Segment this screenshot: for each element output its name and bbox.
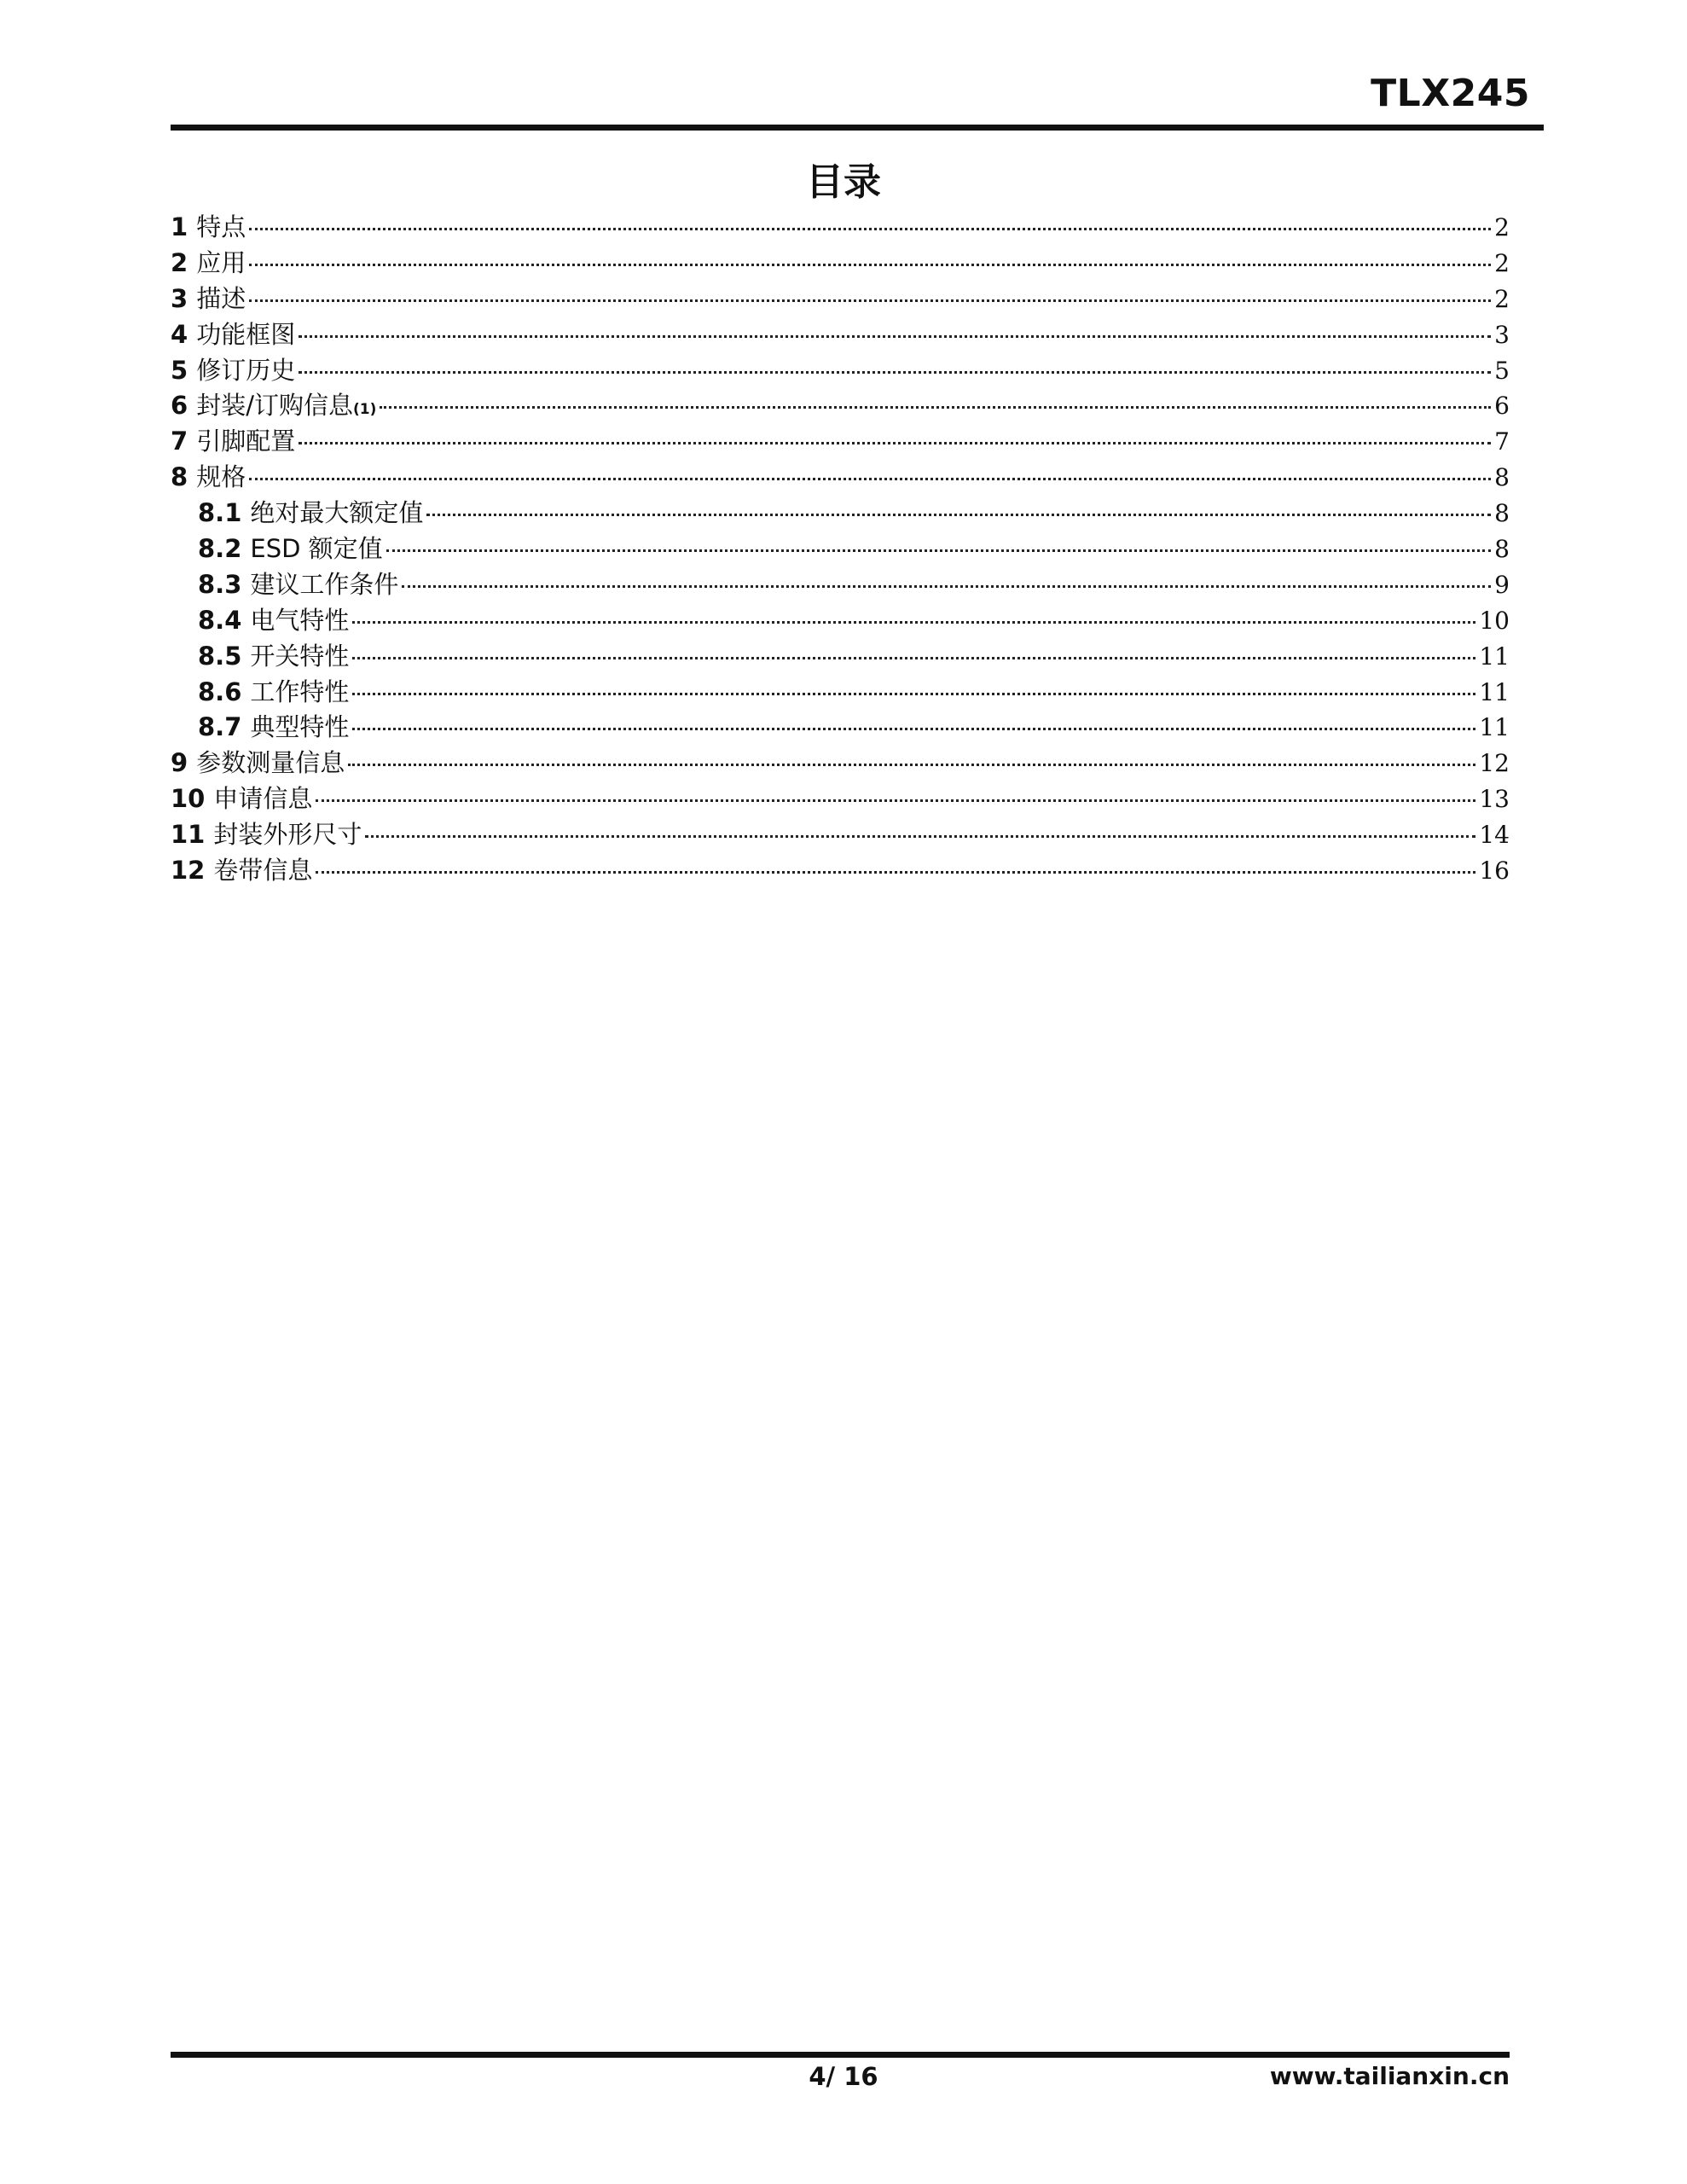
toc-dot-leader xyxy=(249,228,1491,230)
toc-entry[interactable]: 6 封装/订购信息 (1) 6 xyxy=(171,388,1510,424)
toc-entry[interactable] xyxy=(171,460,1510,496)
header-divider xyxy=(171,125,1544,131)
toc-entry-page: 9 xyxy=(1494,570,1510,599)
toc-entry[interactable] xyxy=(171,639,1510,675)
document-title: TLX245 xyxy=(1371,72,1530,115)
toc-entry[interactable] xyxy=(171,603,1510,639)
toc-entry-page: 8 xyxy=(1494,499,1510,528)
toc-dot-leader xyxy=(352,657,1475,659)
toc-entry-number: 7 xyxy=(171,427,188,456)
toc-entry-title: 封装/订购信息 xyxy=(196,391,353,421)
toc-entry[interactable] xyxy=(171,210,1510,246)
toc-dot-leader xyxy=(299,442,1491,444)
toc-entry[interactable] xyxy=(171,282,1510,317)
page-indicator: 4/ 16 xyxy=(809,2062,878,2091)
toc-entry-page: 5 xyxy=(1494,356,1510,385)
toc-dot-leader xyxy=(249,299,1491,302)
toc-entry-page: 13 xyxy=(1479,785,1510,814)
toc-entry-title: 典型特性 xyxy=(250,712,350,742)
toc-entry[interactable] xyxy=(171,781,1510,817)
toc-dot-leader xyxy=(299,371,1491,374)
footer-divider xyxy=(171,2052,1510,2058)
toc-entry[interactable] xyxy=(171,531,1510,567)
toc-entry-number: 2 xyxy=(171,247,188,277)
toc-dot-leader xyxy=(352,728,1475,730)
toc-entry[interactable] xyxy=(171,817,1510,853)
toc-entry-title: 建议工作条件 xyxy=(250,569,399,599)
page-header xyxy=(171,0,1544,130)
toc-entry[interactable] xyxy=(171,496,1510,531)
toc-entry-page: 3 xyxy=(1494,320,1510,349)
toc-entry[interactable] xyxy=(171,424,1510,460)
toc-entry-title: 电气特性 xyxy=(250,605,350,635)
toc-entry-title: 工作特性 xyxy=(250,677,350,706)
toc-dot-leader xyxy=(380,406,1491,409)
toc-entry[interactable] xyxy=(171,317,1510,353)
toc-entry-number: 9 xyxy=(171,748,188,778)
toc-entry-title: 应用 xyxy=(196,247,246,277)
toc-entry-number: 4 xyxy=(171,319,188,349)
toc-entry-page: 12 xyxy=(1479,749,1510,778)
toc-entry-number: 8.2 xyxy=(198,534,242,564)
toc-entry-title: 功能框图 xyxy=(196,319,296,349)
toc-entry-title: 参数测量信息 xyxy=(196,748,345,778)
toc-entry[interactable] xyxy=(171,353,1510,389)
toc-entry[interactable] xyxy=(171,710,1510,746)
toc-dot-leader xyxy=(352,621,1475,624)
toc-entry-number: 8.7 xyxy=(198,712,242,742)
toc-dot-leader xyxy=(299,335,1491,338)
toc-entry-number: 8.4 xyxy=(198,605,242,635)
toc-entry-title: 特点 xyxy=(196,212,246,241)
toc-entry-page: 8 xyxy=(1494,463,1510,492)
toc-entry-page: 2 xyxy=(1494,248,1510,277)
toc-entry-page: 11 xyxy=(1479,713,1510,742)
toc-dot-leader xyxy=(249,264,1491,266)
toc-entry-page: 7 xyxy=(1494,427,1510,456)
toc-entry[interactable] xyxy=(171,853,1510,889)
toc-entry-number: 8 xyxy=(171,462,188,492)
toc-entry-page: 16 xyxy=(1479,857,1510,886)
toc-entry-number: 3 xyxy=(171,283,188,313)
toc-entry[interactable] xyxy=(171,246,1510,282)
toc-entry-number: 6 xyxy=(171,391,188,421)
toc-entry-title: 开关特性 xyxy=(250,641,350,671)
toc-entry-title: ESD 额定值 xyxy=(250,534,383,564)
toc-entry[interactable] xyxy=(171,746,1510,781)
toc-heading: 目录 xyxy=(806,160,881,204)
toc-entry-title: 封装外形尺寸 xyxy=(213,820,362,850)
toc-dot-leader xyxy=(348,764,1475,766)
toc-dot-leader xyxy=(386,549,1492,552)
toc-entry-page: 2 xyxy=(1494,284,1510,313)
toc-entry-number: 10 xyxy=(171,784,206,814)
website-link[interactable]: www.tailianxin.cn xyxy=(1269,2062,1510,2090)
toc-dot-leader xyxy=(352,693,1475,695)
toc-dot-leader xyxy=(316,871,1475,874)
toc-entry-title: 卷带信息 xyxy=(213,856,313,886)
toc-dot-leader xyxy=(316,799,1475,802)
toc-dot-leader xyxy=(426,514,1491,516)
toc-entry-page: 6 xyxy=(1494,392,1510,421)
toc-dot-leader xyxy=(249,478,1491,480)
toc-entry-number: 8.1 xyxy=(198,498,242,528)
toc-entry-title: 引脚配置 xyxy=(196,427,296,456)
toc-entry-page: 11 xyxy=(1479,642,1510,671)
toc-entry-number: 8.5 xyxy=(198,641,242,671)
toc-entry-title: 绝对最大额定值 xyxy=(250,498,424,528)
toc-entry-number: 1 xyxy=(171,212,188,241)
toc-entry[interactable] xyxy=(171,567,1510,603)
toc-entry[interactable] xyxy=(171,675,1510,711)
toc-entry-title: 规格 xyxy=(196,462,246,492)
toc-entry-page: 14 xyxy=(1479,821,1510,850)
toc-entry-page: 11 xyxy=(1479,677,1510,706)
toc-entry-title: 描述 xyxy=(196,283,246,313)
toc-entry-number: 8.3 xyxy=(198,569,242,599)
toc-entry-page: 10 xyxy=(1479,606,1510,635)
toc-entry-number: 12 xyxy=(171,856,206,886)
table-of-contents xyxy=(171,210,1510,889)
toc-entry-number: 11 xyxy=(171,820,206,850)
toc-entry-page: 8 xyxy=(1494,535,1510,564)
toc-entry-title: 修订历史 xyxy=(196,355,296,385)
toc-dot-leader xyxy=(402,585,1491,588)
toc-entry-page: 2 xyxy=(1494,213,1510,241)
toc-entry-number: 8.6 xyxy=(198,677,242,706)
toc-entry-title: 申请信息 xyxy=(213,784,313,814)
toc-dot-leader xyxy=(365,835,1475,838)
toc-entry-number: 5 xyxy=(171,355,188,385)
